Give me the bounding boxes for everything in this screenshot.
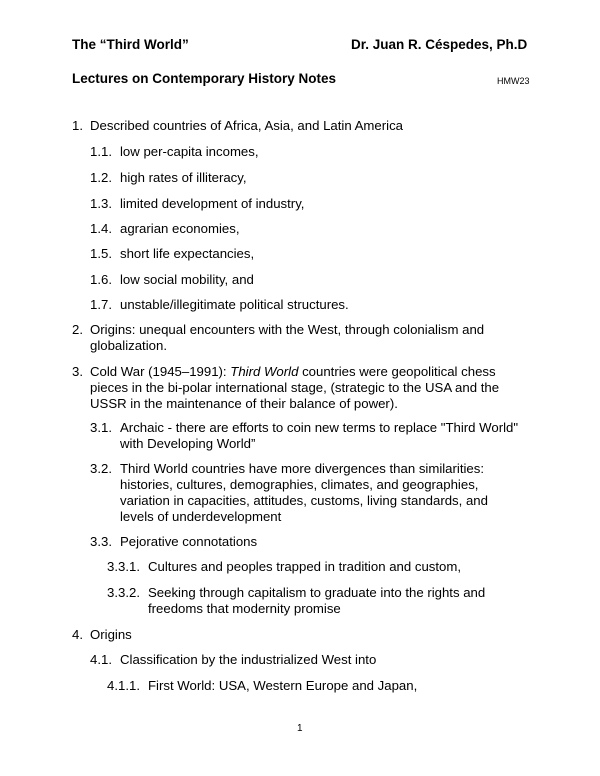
document-page: The “Third World” Dr. Juan R. Céspedes, Ph.D Lectures on Contemporary History Notes HMW23 1. Described countries of Africa, Asia, and Latin America 1.1. low per-capita incomes, 1.2. high rates of illiteracy, 1.3. limited development of industry, 1.4. agrarian economies, 1.5. short life expectancies, 1.6. low social mobility, and 1.7. unstable/illegitimate political structures. 2. Origins: unequal encounters with the West, through colonialism and globalization. 3. Cold War (1945–1991): Third World countries were geopolitical chess pieces in the bi-polar international stage, (strategic to the USA and the USSR in the maintenance of their balance of power). 3.1. Archaic - there are efforts to coin new terms to replace "Third World" with Developing World” 3.2. Third World countries have more divergences than similarities: histories, cultures, demographies, climates, and geographies, variation in capacities, attitudes, customs, living standards, and levels of underdevelopment 3.3. Pejorative connotations 3.3.1. Cultures and peoples trapped in tradition and custom, 3.3.2. Seeking through capitalism to graduate into the rights and freedoms that modernity promise 4. Origins 4.1. Classification by the industrialized West into 4.1.1. First World: USA, Western Europe and Japan, 1 bbox=[72, 37, 530, 734]
doc-subtitle: Lectures on Contemporary History Notes bbox=[72, 71, 337, 86]
page-number: 1 bbox=[297, 723, 303, 734]
doc-author: Dr. Juan R. Céspedes, Ph.D bbox=[351, 37, 528, 52]
doc-code: HMW23 bbox=[497, 76, 530, 86]
doc-title: The “Third World” bbox=[72, 37, 189, 52]
